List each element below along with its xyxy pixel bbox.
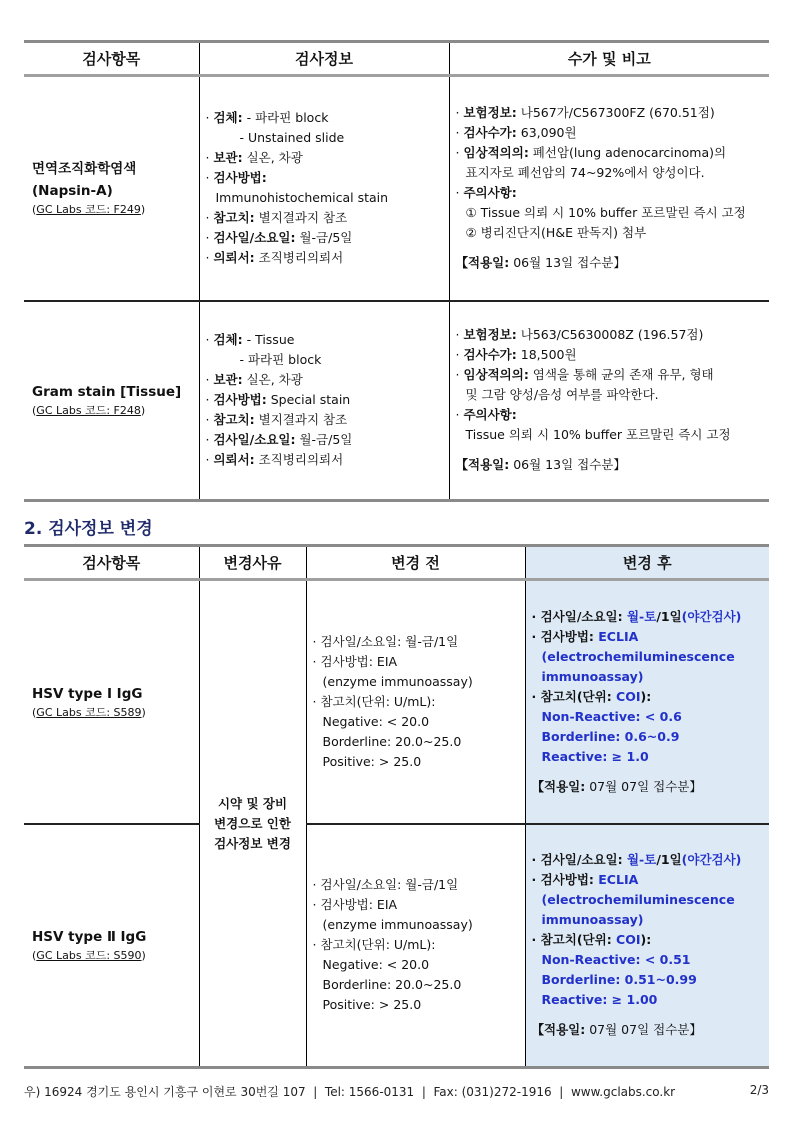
table-row [24,301,769,501]
applied-date: 【적용일: 06월 13일 접수분】 [455,457,626,473]
applied-date: 【적용일: 06월 13일 접수분】 [455,255,626,271]
table-header-row [24,42,769,76]
header-test-item: 검사항목 [24,546,199,580]
test-name: 면역조직화학염색 [32,161,137,178]
header-test-info: 검사정보 [199,42,449,76]
test-item-cell [24,580,199,824]
page-footer [24,1083,769,1100]
test-info-table [24,40,769,502]
info-specimen: · 검체: - Tissue [205,332,295,348]
fee-notes-cell [449,301,769,501]
after-cell: · 검사일/소요일: 월-토/1일(야간검사) · 검사방법: ECLIA (electrochemiluminescence immunoassay) · 참고치(단위: COI): Non-Reactive: < 0.6 Borderline: 0.6~0.9 Reactive: ≥ 1.0 【적용일: 07월 07일 접수분】 [525,580,769,824]
info-specimen-2: - 파라핀 block [239,352,322,368]
fee-caution-2: ② 병리진단지(H&E 판독지) 첨부 [465,225,647,241]
table-row [24,76,769,301]
table-header-row [24,546,769,580]
info-specimen: · 검체: - 파라핀 block [205,110,329,126]
test-item-cell [24,76,199,301]
after-method: · 검사방법: ECLIA [531,628,639,644]
fee-insurance: · 보험정보: 나567가/C567300FZ (670.51점) [455,105,715,121]
test-code: (GC Labs 코드: F248) [32,404,146,418]
info-schedule: · 검사일/소요일: 월-금/5일 [205,230,353,246]
test-code: (GC Labs 코드: F249) [32,203,146,217]
page-number: 2/3 [749,1083,769,1097]
test-name: HSV type Ⅰ IgG [32,685,143,702]
fee-clinical-2: 표지자로 폐선암의 74~92%에서 양성이다. [465,165,705,181]
info-method: · 검사방법: Special stain [205,392,351,408]
applied-date: 【적용일: 07월 07일 접수분】 [531,1022,702,1038]
test-info-list [200,108,449,268]
info-specimen-2: - Unstained slide [239,130,345,146]
info-change-table [24,544,769,1069]
info-form: · 의뢰서: 조직병리의뢰서 [205,452,344,468]
section-title: 2. 검사정보 변경 [24,519,153,539]
table-row [24,824,769,1068]
fee-caution-1: Tissue 의뢰 시 10% buffer 포르말린 즉시 고정 [465,427,731,443]
fee-caution: · 주의사항: [455,407,517,423]
test-item-cell [24,824,199,1068]
test-code-link[interactable]: GC Labs 코드: F248 [36,404,141,418]
after-reference: · 참고치(단위: COI): [531,932,652,948]
header-test-item: 검사항목 [24,42,199,76]
fee-price: · 검사수가: 18,500원 [455,347,577,363]
after-schedule: · 검사일/소요일: 월-토/1일(야간검사) [531,608,742,624]
info-reference: · 참고치: 별지결과지 참조 [205,412,348,428]
fee-clinical: · 임상적의의: 염색을 통해 균의 존재 유무, 형태 [455,367,714,383]
after-cell: · 검사일/소요일: 월-토/1일(야간검사) · 검사방법: ECLIA (electrochemiluminescence immunoassay) · 참고치(단위: COI): Non-Reactive: < 0.51 Borderline: 0.51~0.99 Reactive: ≥ 1.00 【적용일: 07월 07일 접수분】 [525,824,769,1068]
fee-price: · 검사수가: 63,090원 [455,125,577,141]
fee-caution: · 주의사항: [455,185,517,201]
after-schedule: · 검사일/소요일: 월-토/1일(야간검사) [531,852,742,868]
test-info-cell [199,301,449,501]
footer-address: 우) 16924 경기도 용인시 기흥구 이현로 30번길 107 | Tel: 1566-0131 | Fax: (031)272-1916 | www.gclabs.co.kr [24,1085,676,1099]
test-name: HSV type Ⅱ IgG [32,929,147,946]
test-code-link[interactable]: GC Labs 코드: S589 [36,705,142,719]
fee-notes-list [450,103,770,273]
header-fee-notes: 수가 및 비고 [567,50,651,68]
fee-clinical-2: 및 그람 양성/음성 여부를 파악한다. [465,387,659,403]
info-storage: · 보관: 실온, 차광 [205,372,303,388]
test-item-cell [24,301,199,501]
test-code-link[interactable]: GC Labs 코드: F249 [36,203,141,217]
header-before: 변경 전 [306,546,525,580]
info-storage: · 보관: 실온, 차광 [205,150,303,166]
test-name: Gram stain [Tissue] [32,384,182,401]
fee-clinical: · 임상적의의: 폐선암(lung adenocarcinoma)의 [455,145,727,161]
info-form: · 의뢰서: 조직병리의뢰서 [205,250,344,266]
test-code-link[interactable]: GC Labs 코드: S590 [36,949,142,963]
fee-insurance: · 보험정보: 나563/C5630008Z (196.57점) [455,327,704,343]
before-cell: · 검사일/소요일: 월-금/1일 · 검사방법: EIA (enzyme immunoassay) · 참고치(단위: U/mL): Negative: < 20.0 Borderline: 20.0~25.0 Positive: > 25.0 [306,580,525,824]
fee-notes-list [450,325,770,475]
info-method: · 검사방법: [205,170,267,186]
info-schedule: · 검사일/소요일: 월-금/5일 [205,432,353,448]
header-reason: 변경사유 [199,546,306,580]
test-info-cell [199,76,449,301]
after-reference: · 참고치(단위: COI): [531,688,652,704]
change-reason-cell: 시약 및 장비 변경으로 인한 검사정보 변경 [199,580,306,1068]
applied-date: 【적용일: 07월 07일 접수분】 [531,778,702,794]
test-info-list [200,330,449,470]
fee-notes-cell [449,76,769,301]
after-method: · 검사방법: ECLIA [531,872,639,888]
table-row [24,580,769,824]
test-name-sub: (Napsin-A) [32,183,113,200]
header-after: 변경 후 [525,546,769,580]
info-method-value: Immunohistochemical stain [215,190,389,206]
fee-caution-1: ① Tissue 의뢰 시 10% buffer 포르말린 즉시 고정 [465,205,746,221]
before-cell: · 검사일/소요일: 월-금/1일 · 검사방법: EIA (enzyme immunoassay) · 참고치(단위: U/mL): Negative: < 20.0 Borderline: 20.0~25.0 Positive: > 25.0 [306,824,525,1068]
test-code: (GC Labs 코드: S589) [32,705,146,719]
info-reference: · 참고치: 별지결과지 참조 [205,210,348,226]
test-code: (GC Labs 코드: S590) [32,949,146,963]
